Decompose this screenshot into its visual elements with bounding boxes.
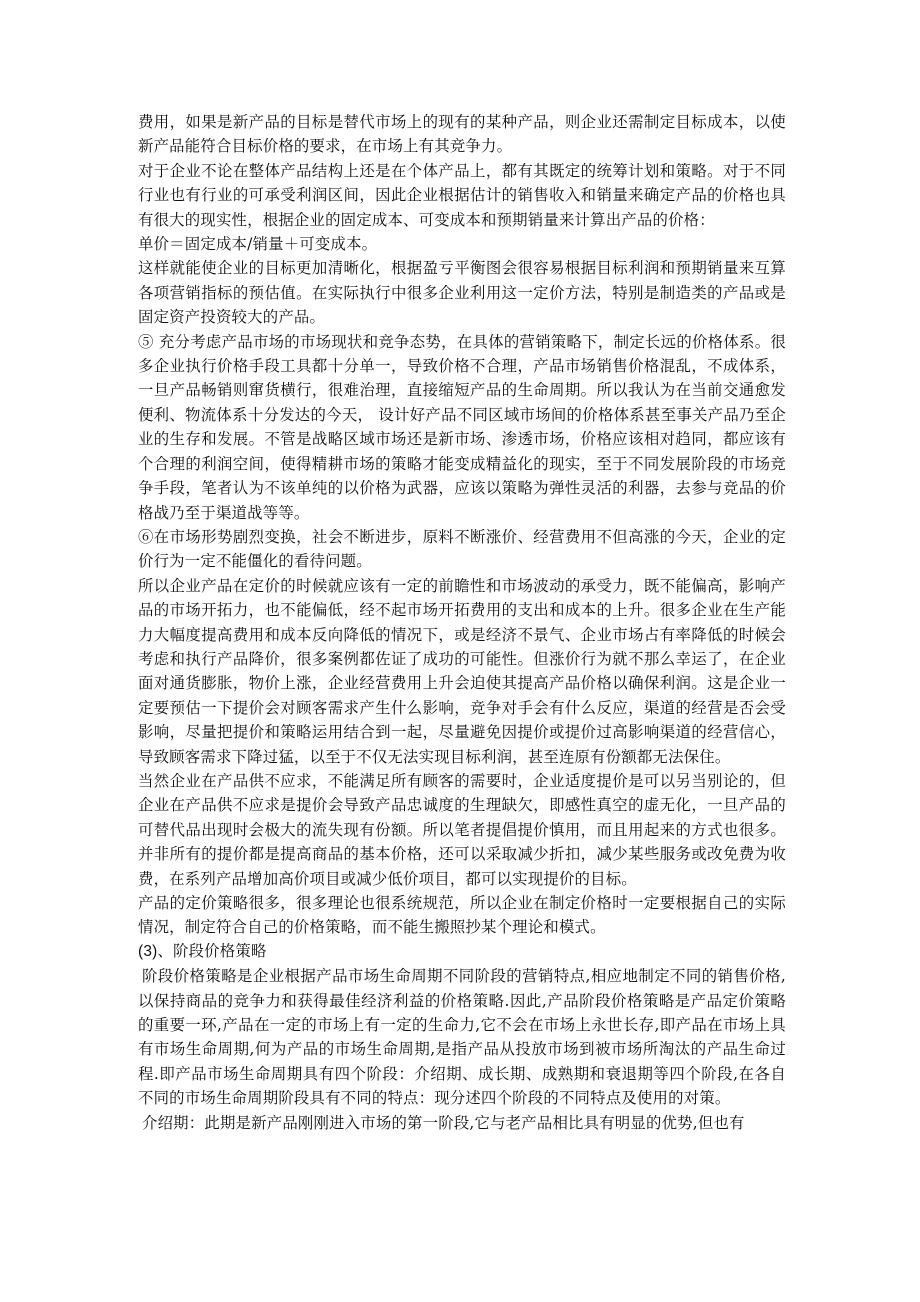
- document-body: [138, 110, 786, 1135]
- paragraph-point-6-flexible-pricing: ⑥在市场形势剧烈变换，社会不断进步，原料不断涨价、经营费用不但高涨的今天，企业的定价行为一定不能僵化的看待问题。: [138, 527, 786, 571]
- paragraph-break-even: 这样就能使企业的目标更加清晰化，根据盈亏平衡图会很容易根据目标利润和预期销量来互算各项营销指标的预估值。在实际执行中很多企业利用这一定价方法，特别是制造类的产品或是固定资产投资较大的产品。: [138, 259, 786, 327]
- paragraph-forward-looking-pricing: 所以企业产品在定价的时候就应该有一定的前瞻性和市场波动的承受力，既不能偏高，影响产品的市场开拓力，也不能偏低，经不起市场开拓费用的支出和成本的上升。很多企业在生产能力大幅度提高费用和成本反向降低的情况下，或是经济不景气、企业市场占有率降低的时候会考虑和执行产品降价，很多案例都佐证了成功的可能性。但涨价行为就不那么幸运了，在企业面对通货膨胀，物价上涨，企业经营费用上升会迫使其提高产品价格以确保利润。这是企业一定要预估一下提价会对顾客需求产生什么影响，竞争对手会有什么反应，渠道的经营是否会受影响，尽量把提价和策略运用结合到一起，尽量避免因提价或提价过高影响渠道的经营信心，导致顾客需求下降过猛，以至于不仅无法实现目标利润，甚至连原有份额都无法保住。: [138, 576, 786, 766]
- paragraph-stage-pricing-intro: 阶段价格策略是企业根据产品市场生命周期不同阶段的营销特点,相应地制定不同的销售价格,以保持商品的竞争力和获得最佳经济利益的价格策略.因此,产品阶段价格策略是产品定价策略的重要一环,产品在一定的市场上有一定的生命力,它不会在市场上永世长存,即产品在市场上具有市场生命周期,何为产品的市场生命周期,是指产品从投放市场到被市场所淘汰的产品生命过程.即产品市场生命周期具有四个阶段：介绍期、成长期、成熟期和衰退期等四个阶段,在各自不同的市场生命周期阶段具有不同的特点：现分述四个阶段的不同特点及使用的对策。: [138, 967, 786, 1108]
- paragraph-profit-range: 对于企业不论在整体产品结构上还是在个体产品上，都有其既定的统筹计划和策略。对于不同行业也有行业的可承受利润区间，因此企业根据估计的销售收入和销量来确定产品的价格也具有很大的现实性，根据企业的固定成本、可变成本和预期销量来计算出产品的价格：: [138, 161, 786, 229]
- paragraph-target-cost: 费用，如果是新产品的目标是替代市场上的现有的某种产品，则企业还需制定目标成本，以使新产品能符合目标价格的要求，在市场上有其竞争力。: [138, 113, 786, 156]
- paragraph-price-increase: 当然企业在产品供不应求，不能满足所有顾客的需要时，企业适度提价是可以另当别论的，但企业在产品供不应求是提价会导致产品忠诚度的生理缺欠，即感性真空的虚无化，一旦产品的可替代品出现时会极大的流失现有份额。所以笔者提倡提价慎用，而且用起来的方式也很多。并非所有的提价都是提高商品的基本价格，还可以采取减少折扣，减少某些服务或改免费为收费，在系列产品增加高价项目或减少低价项目，都可以实现提价的目标。: [138, 771, 786, 888]
- paragraph-introduction-stage: 介绍期：此期是新产品刚刚进入市场的第一阶段,它与老产品相比具有明显的优势,但也有: [142, 1113, 745, 1132]
- section-heading-stage-pricing: (3)、阶段价格策略: [138, 942, 267, 960]
- formula-unit-price: 单价＝固定成本/销量＋可变成本。: [138, 235, 378, 254]
- paragraph-pricing-summary: 产品的定价策略很多，很多理论也很系统规范，所以企业在制定价格时一定要根据自己的实际情况，制定符合自己的价格策略，而不能生搬照抄某个理论和模式。: [138, 894, 786, 937]
- paragraph-point-5-price-system: ⑤ 充分考虑产品市场的市场现状和竞争态势，在具体的营销策略下，制定长远的价格体系。很多企业执行价格手段工具都十分单一，导致价格不合理，产品市场销售价格混乱，不成体系，一旦产品畅销则窜货横行，很难治理，直接缩短产品的生命周期。所以我认为在当前交通愈发便利、物流体系十分发达的今天， 设计好产品不同区域市场间的价格体系甚至事关产品乃至企业的生存和发展。不管是战略区域市场还是新市场、渗透市场，价格应该相对趋同，都应该有个合理的利润空间，使得精耕市场的策略才能变成精益化的现实，至于不同发展阶段的市场竞争手段，笔者认为不该单纯的以价格为武器，应该以策略为弹性灵活的利器，去参与竞品的价格战乃至于渠道战等等。: [138, 332, 786, 522]
